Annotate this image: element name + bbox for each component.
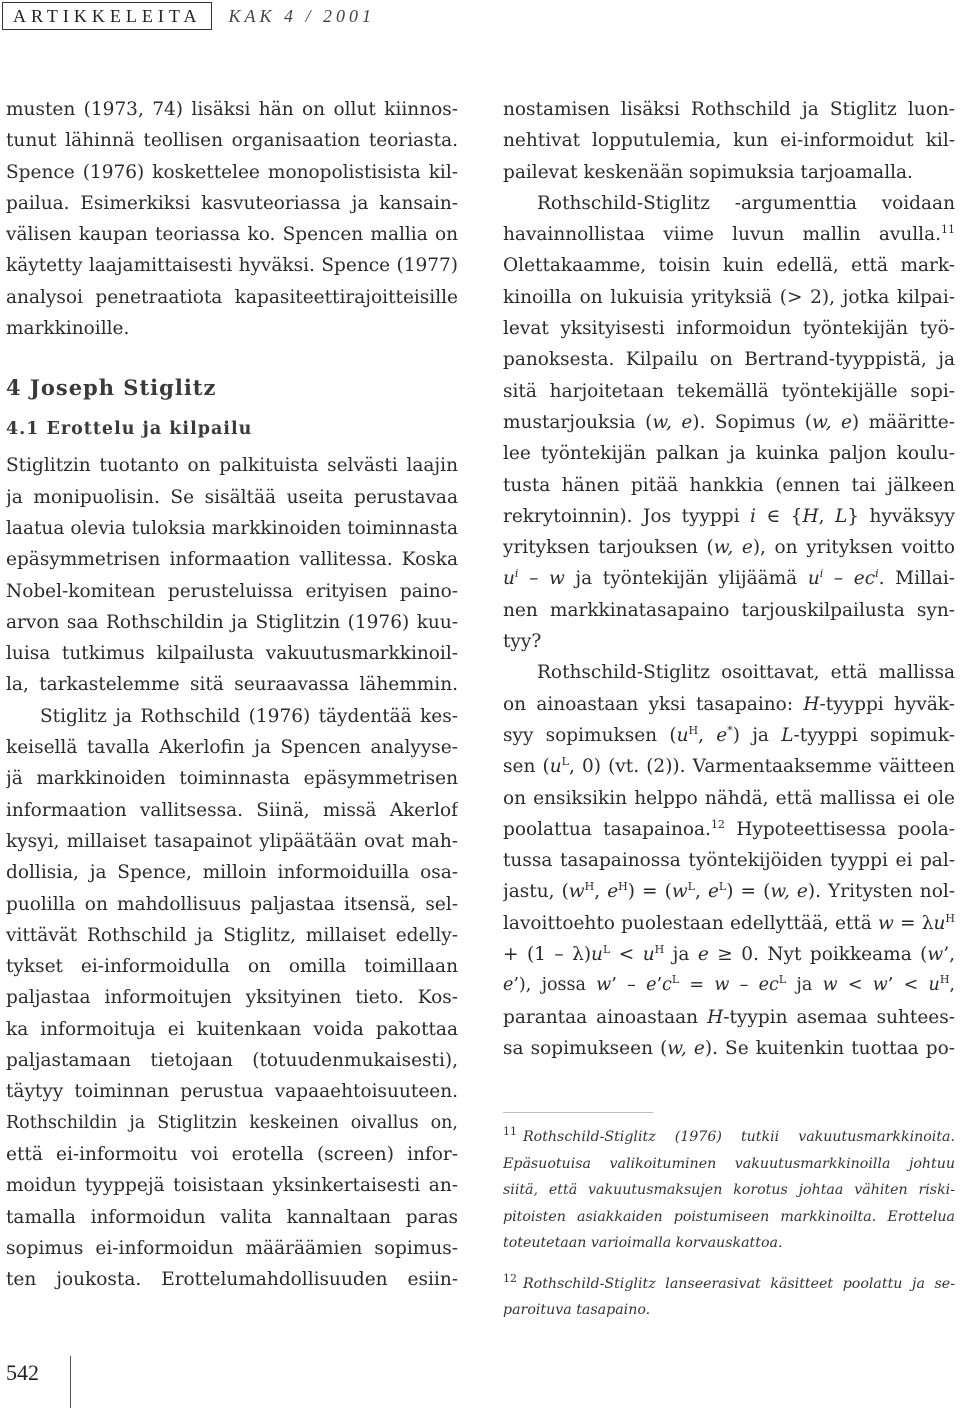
subsection-heading: 4.1 Erottelu ja kilpailu [6, 419, 253, 440]
footnote-line: pitoisten asiakkaiden poistumiseen markkinoilta. Erottelua [503, 1208, 955, 1225]
text-line [503, 751, 955, 782]
text-run: – [729, 975, 759, 996]
text-line: levat yksityisesti informoidun työntekijän työ- [503, 318, 955, 340]
text-run: -tyyppi sopimuk- [793, 724, 955, 746]
paragraph [503, 94, 955, 188]
text-line: Rothschild-Stiglitz osoittavat, että mallissa [537, 662, 955, 684]
text-line: laatua olevia tuloksia markkinoiden toiminnasta [6, 517, 458, 539]
math-sup: L [561, 755, 569, 769]
text-line: informaation vallitsessa. Siinä, missä Akerlof [6, 799, 458, 821]
math-sup: L [687, 880, 695, 894]
math-var: w [927, 944, 944, 966]
text-run: -tyypin asemaa suhtees- [723, 1006, 955, 1028]
math-var: w [596, 975, 612, 996]
running-header [2, 2, 375, 30]
text-line: Nobel-komitean perusteluissa erityisen paino- [6, 580, 458, 602]
math-var: ec [758, 975, 779, 996]
paragraph [503, 188, 955, 657]
text-line: Stiglitzin tuotanto on palkituista selvästi laajin [6, 455, 458, 477]
math-var: w, e [812, 411, 852, 433]
math-sup: H [688, 723, 699, 737]
math-var: w [548, 568, 565, 590]
text-run: ). Se kuitenkin tuottaa po- [704, 1037, 955, 1059]
text-run: ≥ 0. Nyt poikkeama ( [708, 944, 928, 966]
text-line: täytyy toiminnan perustua vapaaehtoisuuteen. [6, 1081, 458, 1103]
text-line: Rothschildin ja Stiglitzin keskeinen oivallus on, [6, 1112, 458, 1133]
math-var: e [607, 881, 619, 903]
math-var: e [503, 975, 514, 996]
math-sup: L [671, 973, 680, 987]
math-sup: H [939, 973, 950, 987]
text-line: Olettakaamme, toisin kuin edellä, että mark- [503, 255, 955, 277]
text-line: paljastamaan tietojaan (totuudenmukaisesti), [6, 1050, 458, 1072]
math-var: w, e [713, 537, 753, 559]
text-line: vittävät Rothschild ja Stiglitz, millaiset edelly- [6, 924, 458, 946]
math-var: c [662, 975, 672, 996]
text-line: nen markkinatasapaino tarjouskilpailusta syn- [503, 599, 955, 621]
text-run: ) määritte- [851, 411, 955, 433]
text-line: arvon saa Rothschildin ja Stiglitzin (1976) kuu- [6, 611, 458, 633]
footnote-line: toteutetaan varioimalla korvauskattoa. [503, 1235, 783, 1251]
text-line: tusta hänen pitää hankkia (ennen tai jälkeen [503, 474, 955, 496]
text-line: jä markkinoiden toiminnasta epäsymmetrisen [6, 768, 458, 790]
text-run: , [818, 505, 835, 527]
math-var: e [707, 881, 719, 903]
math-var: e [646, 975, 657, 996]
text-run: = λ [893, 912, 934, 934]
math-var: u [933, 912, 946, 934]
text-run: ). Yritysten nol- [807, 881, 955, 903]
text-line [503, 501, 955, 532]
text-run: havainnollistaa viime luvun mallin avulla. [503, 224, 941, 246]
text-line: pailevat keskenään sopimuksia tarjoamalla. [503, 161, 913, 183]
math-var: H [802, 505, 819, 527]
text-line [503, 407, 955, 438]
text-run: ’ – [611, 975, 647, 996]
text-line: puolilla on mahdollisuus paljastaa itsensä, sel- [6, 893, 458, 915]
footnotes [503, 1124, 955, 1324]
text-run: , 0) (vt. (2)). Varmentaaksemme väitteen [568, 756, 955, 778]
text-run: ) = ( [627, 881, 672, 903]
text-run: Rothschild-Stiglitz (1976) tutkii vakuutusmarkkinoita. [523, 1129, 955, 1145]
footnote-line: Epäsuotuisa valikoituminen vakuutusmarkkinoilla johtuu [503, 1155, 955, 1172]
text-line: kysyi, millaiset tasapainot ylipäätään ovat mah- [6, 830, 458, 852]
text-run: poolattua tasapainoa. [503, 818, 711, 840]
math-var: L [834, 505, 848, 527]
math-var: ec [853, 568, 876, 590]
footnote-line [503, 1124, 955, 1151]
text-line: tykset ei-informoidulla on omilla toimillaan [6, 956, 458, 978]
footnote-line: siitä, että vakuutusmaksujen korotus johtaa vähiten riski- [503, 1182, 955, 1198]
text-line: käytetty laajamittaisesti hyväksi. Spence (1977) [6, 255, 458, 277]
text-line: pailua. Esimerkiksi kasvuteoriassa ja kansain- [6, 192, 458, 214]
footnote-divider [503, 1112, 653, 1113]
math-var: u [503, 568, 515, 590]
math-var: w, e [652, 411, 693, 433]
text-run: ja [786, 975, 823, 996]
text-run: , [695, 881, 708, 903]
text-run: sa sopimukseen ( [503, 1037, 668, 1059]
text-line: paljastaa informoitujen yksityinen tieto. Kos- [6, 987, 458, 1009]
text-line [503, 1002, 955, 1033]
text-line: panoksesta. Kilpailu on Bertrand-tyyppistä, ja [503, 349, 955, 371]
text-line [503, 1033, 955, 1064]
text-run: . Millai- [878, 568, 955, 590]
page-number: 542 [6, 1360, 39, 1385]
text-run: sen ( [503, 756, 550, 778]
math-var: w [822, 975, 838, 996]
text-line: musten (1973, 74) lisäksi hän on ollut kiinnos- [6, 99, 458, 120]
math-var: u [676, 724, 689, 746]
text-line [503, 908, 955, 939]
text-run: ’, [943, 944, 955, 966]
text-run: on ainoastaan yksi tasapaino: [503, 693, 804, 715]
text-run: parantaa ainoastaan [503, 1006, 708, 1028]
math-var: u [642, 944, 655, 966]
paragraph [6, 450, 458, 700]
text-line: sitä harjoitetaan tekemällä työntekijälle sopi- [503, 380, 955, 402]
math-var: H [803, 693, 820, 715]
footnote-11 [503, 1124, 955, 1257]
text-line [503, 563, 955, 594]
text-line: on ensiksikin helppo nähdä, että mallissa ei ole [503, 787, 955, 809]
text-line [503, 720, 955, 751]
text-line: epäsymmetrisen informaation vallitessa. Koska [6, 549, 458, 571]
math-var: w [872, 975, 888, 996]
math-var: w [671, 881, 688, 903]
text-line: moidun tyyppejä toisistaan yksinkertaisesti an- [6, 1175, 458, 1197]
text-line: nehtivat lopputulemia, kun ei-informoidut kil- [503, 130, 955, 152]
math-var: w [568, 881, 585, 903]
math-sup: i [514, 567, 519, 581]
text-line: keisellä tavalla Akerlofin ja Spencen analyyse- [6, 737, 458, 759]
text-line: Spence (1976) koskettelee monopolistisista kil- [6, 161, 458, 183]
footnote-number: 12 [503, 1271, 517, 1285]
text-line [503, 689, 955, 720]
text-line [503, 814, 955, 845]
text-line: välisen kaupan teoriassa ko. Spencen mallia on [6, 224, 458, 246]
math-sup: L [778, 973, 787, 987]
text-line: Stiglitz ja Rothschild (1976) täydentää kes- [40, 705, 458, 727]
text-line: ja monipuolisin. Se sisältää useita perustavaa [6, 486, 458, 508]
math-sup: L [602, 942, 611, 956]
text-run: ) ja [732, 724, 782, 746]
text-line [503, 939, 955, 970]
text-line: luisa tutkimus kilpailusta vakuutusmarkkinoil- [6, 643, 458, 665]
text-run: ). Sopimus ( [692, 411, 812, 433]
math-var: u [928, 975, 940, 996]
text-line: analysoi penetraatiota kapasiteettirajoitteisille [6, 286, 458, 308]
text-line: tyy? [503, 631, 542, 653]
text-run: , [949, 975, 955, 996]
text-run: ’), jossa [513, 975, 597, 996]
right-column [503, 94, 955, 1064]
text-run: ’ < [887, 975, 929, 996]
footnote-number: 11 [503, 1125, 517, 1139]
text-run: – [518, 568, 549, 590]
section-label: ARTIKKELEITA [2, 2, 212, 30]
text-run: , [594, 881, 608, 903]
page-number-divider [70, 1356, 71, 1408]
text-line: Rothschild-Stiglitz -argumenttia voidaan [537, 192, 955, 214]
math-var: L [781, 724, 794, 746]
text-line: ten joukosta. Erottelumahdollisuuden esiin- [6, 1269, 458, 1291]
math-var: e [716, 724, 728, 746]
text-run: } hyväksyy [847, 505, 955, 527]
text-line [503, 532, 955, 563]
math-var: u [807, 568, 820, 590]
math-sup: L [718, 880, 727, 894]
text-run: ja työntekijän ylijäämä [564, 568, 808, 590]
text-run: – [823, 568, 854, 590]
math-sup: i [819, 567, 824, 581]
section-heading: 4 Joseph Stiglitz [6, 375, 217, 401]
text-line: tunut lähinnä teollisen organisaation teoriasta. [6, 130, 458, 152]
text-line: tamalla informoidun valita kannaltaan paras [6, 1206, 458, 1228]
paragraph [6, 701, 458, 1296]
text-run: mustarjouksia ( [503, 411, 653, 433]
text-line [503, 876, 955, 907]
text-run: -tyyppi hyväk- [819, 693, 955, 715]
text-line: nostamisen lisäksi Rothschild ja Stiglitz luon- [503, 99, 955, 120]
text-run: rekrytoinnin). Jos tyyppi [503, 505, 751, 527]
text-run: < [610, 944, 643, 966]
paragraph [503, 657, 955, 1064]
math-sup: H [584, 880, 595, 894]
math-var: u [591, 944, 603, 966]
text-run: ) = ( [726, 881, 771, 903]
text-run: ja [664, 944, 698, 966]
text-run: + (1 – λ) [503, 944, 592, 966]
math-var: i [750, 505, 756, 527]
math-sup: H [618, 880, 628, 894]
text-line: markkinoille. [6, 318, 130, 340]
math-sup: i [875, 567, 879, 581]
footnote-line: paroituva tasapaino. [503, 1302, 651, 1318]
text-run: Rothschild-Stiglitz lanseerasivat käsitteet poolattu ja se- [523, 1275, 955, 1292]
text-line: että ei-informoitu voi erotella (screen) infor- [6, 1143, 458, 1165]
text-line: lee työntekijän palkan ja kuinka paljon koulu- [503, 443, 955, 465]
text-line: la, tarkastelemme sitä seuraavassa lähemmin. [6, 674, 458, 696]
paragraph [6, 94, 458, 344]
journal-label: KAK 4 / 2001 [228, 5, 375, 26]
text-line: kinoilla on lukuisia yrityksiä (> 2), jotka kilpai- [503, 286, 955, 308]
footnote-12 [503, 1271, 955, 1324]
text-run: = [679, 975, 715, 996]
math-sup: H [654, 942, 665, 956]
text-run: ∈ { [755, 505, 803, 527]
math-var: w [714, 975, 730, 996]
math-var: u [549, 756, 562, 778]
text-run: ’ [656, 975, 663, 996]
text-line: ka informoituja ei kuitenkaan voida pakottaa [6, 1018, 458, 1040]
text-line [503, 970, 955, 1001]
left-column [6, 94, 458, 1295]
text-run: Hypoteettisessa poola- [724, 818, 955, 840]
text-line: sopimus ei-informoidun määräämien sopimus- [6, 1237, 458, 1259]
text-run: , [698, 724, 717, 746]
math-sup: H [945, 911, 955, 925]
math-var: w [878, 912, 894, 934]
footnote-line [503, 1271, 955, 1298]
footnote-ref: 12 [710, 817, 725, 831]
footnote-ref: 11 [941, 223, 955, 237]
text-run: < [837, 975, 873, 996]
math-var: H [707, 1006, 724, 1028]
math-sup: * [727, 723, 733, 737]
text-line: dollisia, ja Spence, milloin informoiduilla osa- [6, 862, 458, 884]
text-run: yrityksen tarjouksen ( [503, 537, 714, 559]
math-var: w, e [770, 881, 808, 903]
text-run: ), on yrityksen voitto [752, 537, 955, 559]
math-var: e [697, 944, 709, 966]
text-line [503, 219, 955, 250]
text-run: syy sopimuksen ( [503, 724, 677, 746]
text-line: tussa tasapainossa työntekijöiden tyyppi ei pal- [503, 850, 955, 872]
text-run: jastu, ( [503, 881, 569, 903]
math-var: w, e [667, 1037, 705, 1059]
text-run: lavoittoehto puolestaan edellyttää, että [503, 912, 879, 934]
